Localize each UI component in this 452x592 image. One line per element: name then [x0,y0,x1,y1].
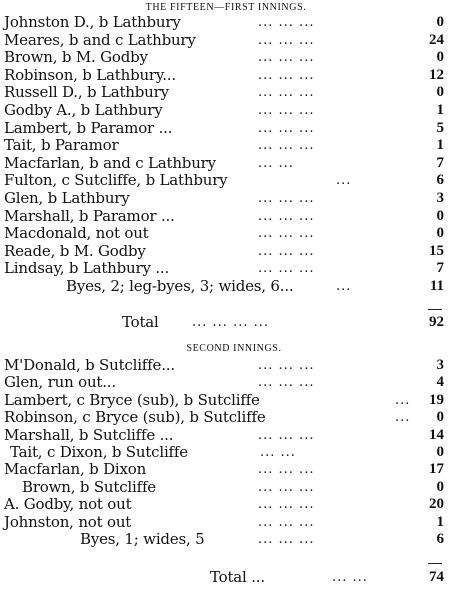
second-innings-batsman: A. Godby, not out [4,495,132,514]
first-innings-leader-dots: ... ... [258,155,294,171]
second-innings-row [0,531,452,548]
first-innings-row [0,137,452,154]
second-innings-total-runs: 74 [429,569,444,585]
first-innings-leader-dots: ... ... ... [258,67,315,83]
first-innings-batsman: Byes, 2; leg-byes, 3; wides, 6... [66,277,294,295]
second-innings-leader-dots: ... ... ... [258,358,315,373]
second-innings-runs: 0 [436,409,444,426]
second-innings-row [0,479,452,496]
second-innings-total-dots: ... ... [332,570,368,585]
first-innings-batsman: Macdonald, not out [4,224,149,243]
first-innings-row [0,155,452,172]
second-innings-runs: 14 [429,426,444,443]
first-innings-row [0,190,452,207]
second-innings-row [0,374,452,391]
first-innings-batsman: Robinson, b Lathbury... [4,65,176,84]
second-innings-leader-dots: ... [395,392,411,408]
second-innings-leader-dots: ... [395,410,411,426]
first-innings-batsman: Russell D., b Lathbury [4,83,169,102]
first-innings-runs: 0 [436,207,444,224]
second-innings-runs: 4 [436,374,444,391]
first-innings-runs: 0 [436,225,444,242]
first-innings-row [0,32,452,49]
second-innings-batsman: Macfarlan, b Dixon [4,460,147,479]
first-innings-batsman: Tait, b Paramor [4,136,119,155]
second-innings-leader-dots: ... ... ... [258,462,315,478]
second-innings-runs: 1 [436,513,444,530]
first-innings-leader-dots: ... ... ... [258,226,315,242]
first-innings-runs: 24 [429,31,444,48]
first-innings-batsman: Fulton, c Sutcliffe, b Lathbury [4,171,228,190]
second-innings-row [0,444,452,461]
second-innings-batsman: M'Donald, b Sutcliffe... [4,356,175,374]
first-innings-runs: 15 [429,242,444,259]
second-innings-row [0,357,452,374]
first-innings-heading: THE FIFTEEN—FIRST INNINGS. [145,2,307,13]
second-innings-leader-dots: ... ... ... [258,532,315,547]
second-innings-row [0,409,452,426]
first-innings-runs: 5 [436,119,444,136]
first-innings-leader-dots: ... ... ... [258,208,315,224]
second-innings-batsman: Tait, c Dixon, b Sutcliffe [10,443,188,461]
first-innings-batsman: Johnston D., b Lathbury [4,13,181,31]
first-innings-leader-dots: ... [336,279,352,294]
first-innings-total-rule [428,309,442,310]
first-innings-row [0,67,452,84]
second-innings-runs: 0 [436,444,444,460]
second-innings-row [0,496,452,513]
first-innings-batsman: Godby A., b Lathbury [4,101,163,119]
first-innings-leader-dots: ... ... ... [258,243,315,259]
second-innings-total-rule [428,563,442,564]
first-innings-row [0,208,452,225]
first-innings-leader-dots: ... ... ... [258,32,315,48]
first-innings-batsman: Lindsay, b Lathbury ... [4,259,170,278]
first-innings-batsman: Reade, b M. Godby [4,241,146,260]
first-innings-runs: 7 [436,260,444,277]
first-innings-leader-dots: ... ... ... [258,120,315,136]
first-innings-runs: 0 [436,84,444,101]
first-innings-leader-dots: ... ... ... [258,85,315,101]
first-innings-total-runs: 92 [429,314,444,330]
second-innings-row [0,461,452,478]
first-innings-total-row [0,314,452,331]
second-innings-batsman: Lambert, c Bryce (sub), b Sutcliffe [4,390,260,409]
first-innings-leader-dots: ... ... ... [258,191,315,206]
first-innings-leader-dots: ... ... ... [258,138,315,154]
first-innings-leader-dots: ... ... ... [258,50,315,66]
second-innings-total-row [0,569,452,586]
first-innings-batsman: Macfarlan, b and c Lathbury [4,153,216,172]
second-innings-leader-dots: ... ... ... [258,514,315,530]
first-innings-runs: 1 [436,102,444,118]
second-innings-batsman: Marshall, b Sutcliffe ... [4,425,174,444]
first-innings-leader-dots: ... [336,173,352,189]
second-innings-batsman: Glen, run out... [4,373,116,392]
second-innings-leader-dots: ... ... ... [258,497,315,513]
first-innings-row [0,260,452,277]
second-innings-leader-dots: ... ... [260,445,296,460]
first-innings-leader-dots: ... ... ... [258,15,315,30]
first-innings-row [0,49,452,66]
first-innings-total-label: Total [122,313,159,331]
first-innings-row [0,243,452,260]
second-innings-runs: 6 [436,531,444,547]
second-innings-runs: 20 [429,496,444,513]
first-innings-runs: 3 [436,190,444,206]
first-innings-batsman: Marshall, b Paramor ... [4,206,175,225]
second-innings-leader-dots: ... ... ... [258,427,315,443]
first-innings-row [0,172,452,189]
first-innings-row [0,278,452,295]
first-innings-row [0,102,452,119]
first-innings-batsman: Lambert, b Paramor ... [4,118,173,137]
second-innings-batsman: Brown, b Sutcliffe [22,477,156,496]
second-innings-batsman: Byes, 1; wides, 5 [80,530,205,548]
first-innings-runs: 0 [436,14,444,30]
first-innings-batsman: Brown, b M. Godby [4,48,148,67]
second-innings-runs: 3 [436,357,444,373]
first-innings-runs: 0 [436,49,444,66]
first-innings-leader-dots: ... ... ... [258,261,315,277]
first-innings-runs: 6 [436,172,444,189]
first-innings-batsman: Meares, b and c Lathbury [4,30,196,49]
second-innings-runs: 0 [436,478,444,495]
second-innings-batsman: Johnston, not out [4,512,132,531]
second-innings-leader-dots: ... ... ... [258,479,315,495]
second-innings-runs: 19 [429,391,444,408]
first-innings-runs: 12 [429,66,444,83]
second-innings-leader-dots: ... ... ... [258,375,315,391]
first-innings-row [0,14,452,31]
first-innings-batsman: Glen, b Lathbury [4,189,130,207]
first-innings-leader-dots: ... ... ... [258,103,315,118]
first-innings-runs: 7 [436,154,444,171]
first-innings-runs: 1 [436,137,444,154]
first-innings-row [0,84,452,101]
first-innings-row [0,120,452,137]
first-innings-total-dots: ... ... ... ... [192,315,269,330]
first-innings-row [0,225,452,242]
second-innings-total-label: Total ... [210,568,265,586]
first-innings-runs: 11 [429,278,444,294]
second-innings-heading: SECOND INNINGS. [186,343,282,354]
second-innings-row [0,514,452,531]
second-innings-batsman: Robinson, c Bryce (sub), b Sutcliffe [4,408,266,427]
second-innings-row [0,392,452,409]
second-innings-runs: 17 [429,461,444,478]
second-innings-row [0,427,452,444]
